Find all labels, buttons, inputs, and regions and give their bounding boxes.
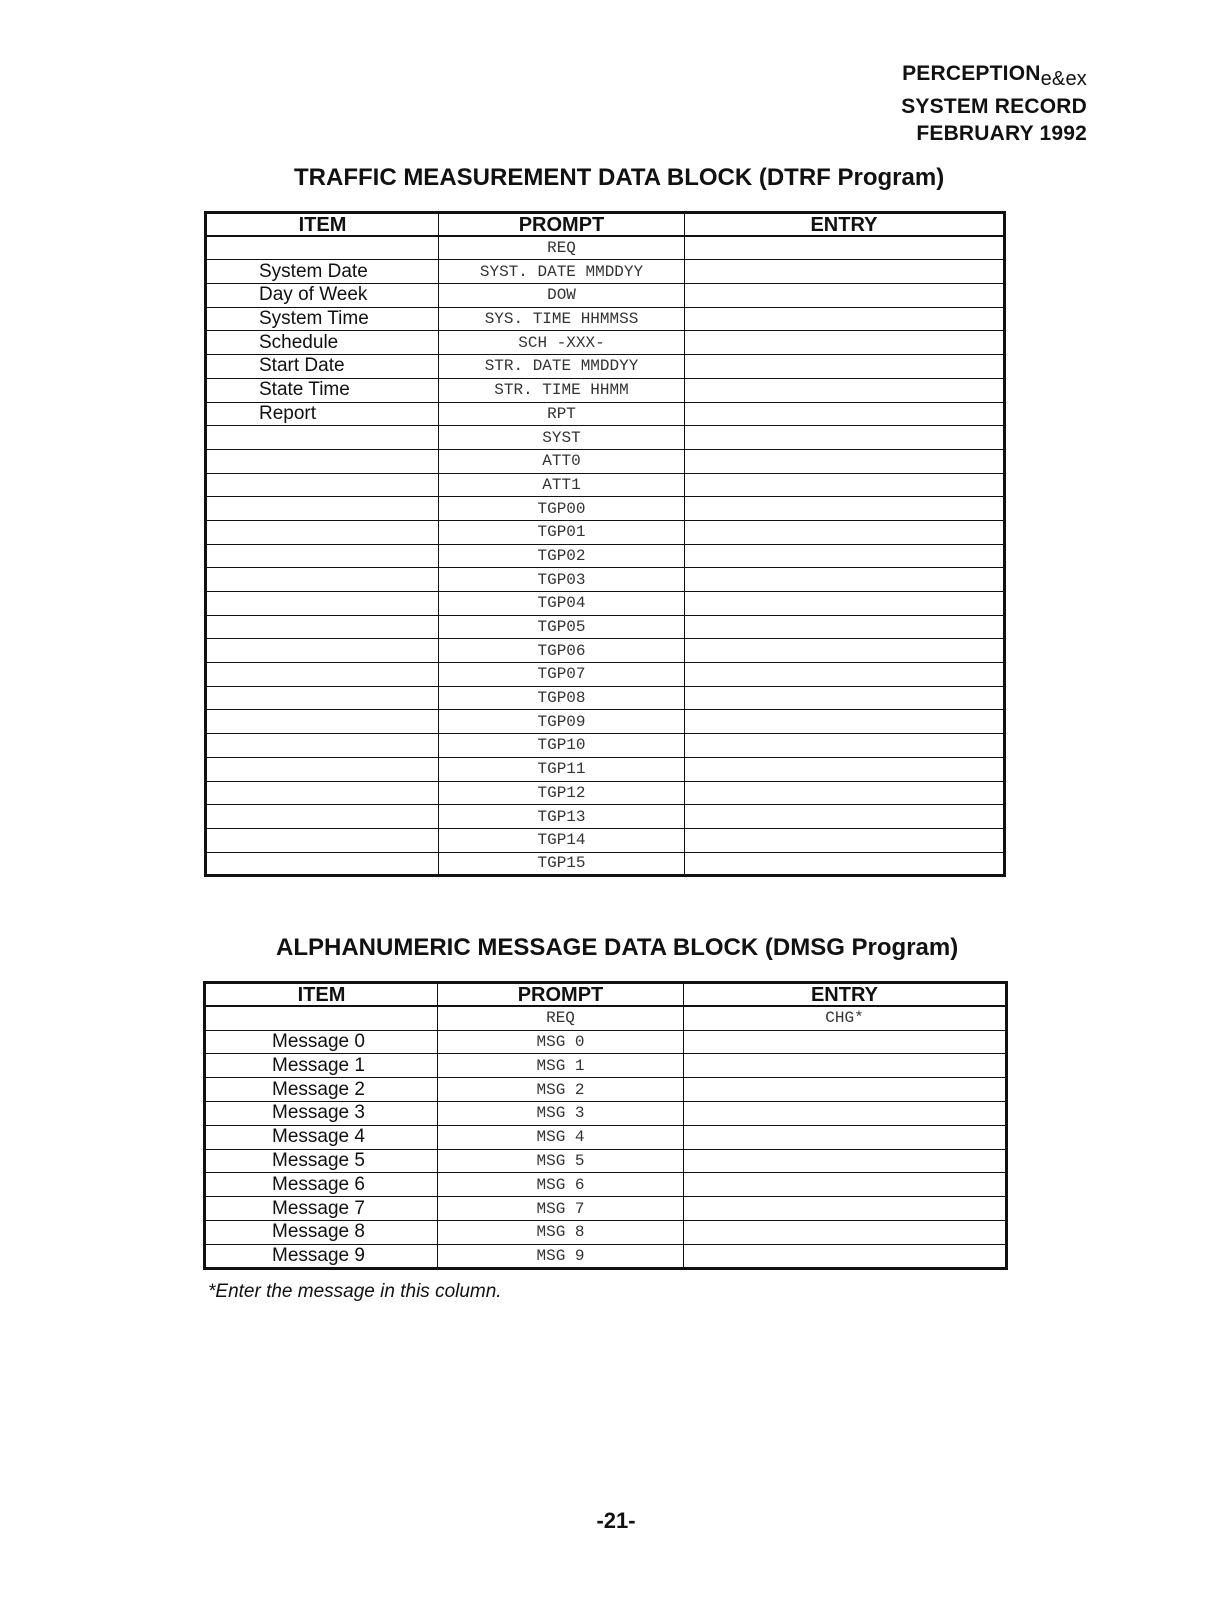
item-cell: Message 6 bbox=[205, 1173, 438, 1197]
prompt-cell: MSG 7 bbox=[438, 1197, 684, 1221]
table-row bbox=[206, 686, 1005, 710]
table-row bbox=[205, 1220, 1007, 1244]
table-row bbox=[206, 284, 1005, 308]
entry-cell bbox=[685, 852, 1005, 876]
prompt-cell: TGP15 bbox=[439, 852, 685, 876]
entry-cell bbox=[685, 307, 1005, 331]
table-row bbox=[206, 828, 1005, 852]
prompt-cell: TGP12 bbox=[439, 781, 685, 805]
prompt-cell: RPT bbox=[439, 402, 685, 426]
header-record-title: SYSTEM RECORD bbox=[901, 95, 1087, 118]
table-row bbox=[206, 568, 1005, 592]
table-row bbox=[205, 1244, 1007, 1268]
table-row bbox=[206, 852, 1005, 876]
header-date: FEBRUARY 1992 bbox=[916, 122, 1087, 145]
entry-cell bbox=[685, 284, 1005, 308]
entry-cell bbox=[685, 331, 1005, 355]
table-row bbox=[206, 236, 1005, 260]
prompt-cell: SYST bbox=[439, 426, 685, 450]
item-cell bbox=[206, 473, 439, 497]
prompt-cell: ATT1 bbox=[439, 473, 685, 497]
column-header-item: ITEM bbox=[205, 983, 438, 1007]
table-row bbox=[206, 710, 1005, 734]
table-row bbox=[206, 805, 1005, 829]
entry-cell bbox=[684, 1030, 1007, 1054]
item-cell bbox=[206, 520, 439, 544]
prompt-cell: MSG 0 bbox=[438, 1030, 684, 1054]
table-row bbox=[205, 1078, 1007, 1102]
item-cell bbox=[206, 544, 439, 568]
prompt-cell: REQ bbox=[438, 1006, 684, 1030]
prompt-cell: TGP04 bbox=[439, 592, 685, 616]
entry-cell bbox=[685, 734, 1005, 758]
table-row bbox=[206, 402, 1005, 426]
entry-cell bbox=[685, 568, 1005, 592]
entry-cell bbox=[684, 1220, 1007, 1244]
table-row bbox=[206, 734, 1005, 758]
prompt-cell: MSG 5 bbox=[438, 1149, 684, 1173]
table-row bbox=[206, 781, 1005, 805]
entry-cell bbox=[685, 686, 1005, 710]
entry-cell bbox=[684, 1149, 1007, 1173]
table-row bbox=[205, 1030, 1007, 1054]
item-cell: Message 9 bbox=[205, 1244, 438, 1268]
item-cell bbox=[206, 686, 439, 710]
entry-cell bbox=[684, 1054, 1007, 1078]
item-cell: State Time bbox=[206, 378, 439, 402]
entry-cell bbox=[685, 378, 1005, 402]
entry-cell bbox=[685, 710, 1005, 734]
table-row bbox=[206, 592, 1005, 616]
table-row bbox=[205, 1101, 1007, 1125]
table-row bbox=[205, 1006, 1007, 1030]
table-row bbox=[205, 1054, 1007, 1078]
header-product-name: PERCEPTION bbox=[902, 62, 1041, 85]
prompt-cell: TGP06 bbox=[439, 639, 685, 663]
entry-cell bbox=[685, 615, 1005, 639]
item-cell: Message 0 bbox=[205, 1030, 438, 1054]
message-table-body bbox=[205, 1006, 1007, 1268]
prompt-cell: TGP09 bbox=[439, 710, 685, 734]
entry-cell bbox=[684, 1078, 1007, 1102]
message-table-title: ALPHANUMERIC MESSAGE DATA BLOCK (DMSG Program) bbox=[276, 934, 959, 961]
table-row bbox=[205, 1125, 1007, 1149]
entry-cell bbox=[685, 473, 1005, 497]
table-row bbox=[206, 497, 1005, 521]
entry-cell bbox=[685, 497, 1005, 521]
item-cell: Message 5 bbox=[205, 1149, 438, 1173]
entry-cell bbox=[685, 828, 1005, 852]
entry-cell bbox=[685, 426, 1005, 450]
table-row bbox=[206, 757, 1005, 781]
item-cell bbox=[206, 568, 439, 592]
prompt-cell: TGP11 bbox=[439, 757, 685, 781]
table-row bbox=[206, 378, 1005, 402]
table-row bbox=[205, 1173, 1007, 1197]
header-product-line bbox=[901, 60, 1087, 93]
prompt-cell: TGP14 bbox=[439, 828, 685, 852]
prompt-cell: TGP10 bbox=[439, 734, 685, 758]
item-cell bbox=[206, 615, 439, 639]
item-cell: System Date bbox=[206, 260, 439, 284]
prompt-cell: MSG 4 bbox=[438, 1125, 684, 1149]
prompt-cell: TGP07 bbox=[439, 663, 685, 687]
table-row bbox=[206, 544, 1005, 568]
prompt-cell: MSG 8 bbox=[438, 1220, 684, 1244]
page-number: -21- bbox=[596, 1508, 636, 1533]
item-cell: Message 3 bbox=[205, 1101, 438, 1125]
prompt-cell: MSG 1 bbox=[438, 1054, 684, 1078]
table-row bbox=[206, 331, 1005, 355]
entry-cell bbox=[685, 663, 1005, 687]
prompt-cell: SYST. DATE MMDDYY bbox=[439, 260, 685, 284]
entry-cell bbox=[685, 781, 1005, 805]
item-cell bbox=[206, 449, 439, 473]
prompt-cell: REQ bbox=[439, 236, 685, 260]
item-cell bbox=[206, 592, 439, 616]
entry-cell bbox=[685, 355, 1005, 379]
item-cell bbox=[206, 710, 439, 734]
item-cell: Report bbox=[206, 402, 439, 426]
table-row bbox=[205, 1197, 1007, 1221]
table-row bbox=[206, 426, 1005, 450]
prompt-cell: STR. TIME HHMM bbox=[439, 378, 685, 402]
item-cell bbox=[206, 497, 439, 521]
item-cell: Message 8 bbox=[205, 1220, 438, 1244]
prompt-cell: STR. DATE MMDDYY bbox=[439, 355, 685, 379]
table-row bbox=[206, 663, 1005, 687]
prompt-cell: DOW bbox=[439, 284, 685, 308]
prompt-cell: MSG 3 bbox=[438, 1101, 684, 1125]
entry-cell bbox=[685, 639, 1005, 663]
entry-cell bbox=[685, 592, 1005, 616]
table-header-row bbox=[206, 213, 1005, 237]
traffic-table-body bbox=[206, 236, 1005, 876]
prompt-cell: TGP08 bbox=[439, 686, 685, 710]
item-cell bbox=[206, 805, 439, 829]
item-cell: Day of Week bbox=[206, 284, 439, 308]
entry-cell bbox=[684, 1197, 1007, 1221]
header-product-suffix: e&ex bbox=[1040, 68, 1087, 90]
entry-cell bbox=[685, 402, 1005, 426]
item-cell: Message 2 bbox=[205, 1078, 438, 1102]
entry-cell bbox=[684, 1125, 1007, 1149]
item-cell: Message 1 bbox=[205, 1054, 438, 1078]
prompt-cell: TGP00 bbox=[439, 497, 685, 521]
item-cell bbox=[206, 852, 439, 876]
entry-cell bbox=[685, 757, 1005, 781]
entry-cell: CHG* bbox=[684, 1006, 1007, 1030]
table-row bbox=[206, 639, 1005, 663]
table-row bbox=[206, 449, 1005, 473]
item-cell: Schedule bbox=[206, 331, 439, 355]
page-header bbox=[901, 60, 1087, 147]
entry-cell bbox=[684, 1101, 1007, 1125]
column-header-item: ITEM bbox=[206, 213, 439, 237]
prompt-cell: SYS. TIME HHMMSS bbox=[439, 307, 685, 331]
footnote: *Enter the message in this column. bbox=[208, 1281, 502, 1302]
table-row bbox=[206, 615, 1005, 639]
alphanumeric-message-table bbox=[203, 981, 1008, 1270]
item-cell bbox=[206, 426, 439, 450]
prompt-cell: SCH -XXX- bbox=[439, 331, 685, 355]
item-cell: Message 4 bbox=[205, 1125, 438, 1149]
prompt-cell: TGP01 bbox=[439, 520, 685, 544]
column-header-prompt: PROMPT bbox=[439, 213, 685, 237]
entry-cell bbox=[685, 520, 1005, 544]
prompt-cell: TGP03 bbox=[439, 568, 685, 592]
prompt-cell: MSG 9 bbox=[438, 1244, 684, 1268]
prompt-cell: TGP13 bbox=[439, 805, 685, 829]
item-cell bbox=[206, 639, 439, 663]
entry-cell bbox=[685, 449, 1005, 473]
item-cell bbox=[205, 1006, 438, 1030]
entry-cell bbox=[685, 805, 1005, 829]
prompt-cell: TGP05 bbox=[439, 615, 685, 639]
item-cell: Start Date bbox=[206, 355, 439, 379]
item-cell bbox=[206, 734, 439, 758]
entry-cell bbox=[685, 544, 1005, 568]
column-header-entry: ENTRY bbox=[684, 983, 1007, 1007]
prompt-cell: MSG 6 bbox=[438, 1173, 684, 1197]
item-cell bbox=[206, 828, 439, 852]
prompt-cell: ATT0 bbox=[439, 449, 685, 473]
prompt-cell: TGP02 bbox=[439, 544, 685, 568]
table-row bbox=[205, 1149, 1007, 1173]
table-row bbox=[206, 520, 1005, 544]
table-row bbox=[206, 260, 1005, 284]
traffic-table-title: TRAFFIC MEASUREMENT DATA BLOCK (DTRF Program) bbox=[294, 164, 945, 191]
entry-cell bbox=[685, 236, 1005, 260]
prompt-cell: MSG 2 bbox=[438, 1078, 684, 1102]
table-row bbox=[206, 307, 1005, 331]
traffic-measurement-table bbox=[204, 211, 1006, 877]
item-cell: Message 7 bbox=[205, 1197, 438, 1221]
item-cell bbox=[206, 236, 439, 260]
entry-cell bbox=[684, 1244, 1007, 1268]
table-row bbox=[206, 355, 1005, 379]
entry-cell bbox=[684, 1173, 1007, 1197]
column-header-entry: ENTRY bbox=[685, 213, 1005, 237]
item-cell bbox=[206, 781, 439, 805]
column-header-prompt: PROMPT bbox=[438, 983, 684, 1007]
table-header-row bbox=[205, 983, 1007, 1007]
item-cell: System Time bbox=[206, 307, 439, 331]
item-cell bbox=[206, 663, 439, 687]
entry-cell bbox=[685, 260, 1005, 284]
table-row bbox=[206, 473, 1005, 497]
item-cell bbox=[206, 757, 439, 781]
